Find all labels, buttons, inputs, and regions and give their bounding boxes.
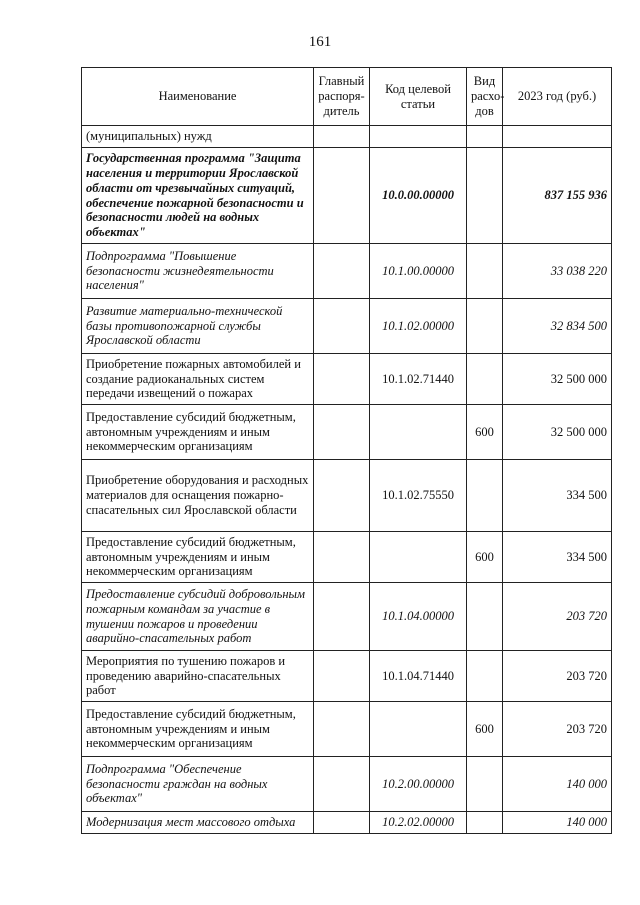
admin-cell: [314, 532, 370, 583]
budget-table: [81, 67, 612, 834]
type-cell: 600: [467, 532, 503, 583]
type-cell: [467, 812, 503, 834]
amount-cell: [503, 126, 612, 148]
table-row: [82, 757, 612, 812]
amount-cell: 203 720: [503, 583, 612, 651]
code-cell: 10.1.02.00000: [370, 299, 467, 354]
table-row: [82, 405, 612, 460]
name-cell: Приобретение пожарных автомобилей и создание радиоканальных систем передачи извещений о пожарах: [82, 354, 314, 405]
admin-cell: [314, 148, 370, 244]
type-cell: [467, 583, 503, 651]
table-row: [82, 702, 612, 757]
type-cell: [467, 126, 503, 148]
name-cell: Приобретение оборудования и расходных материалов для оснащения пожарно-спасательных сил Ярославской области: [82, 460, 314, 532]
code-cell: 10.1.02.71440: [370, 354, 467, 405]
amount-cell: 140 000: [503, 812, 612, 834]
amount-cell: 33 038 220: [503, 244, 612, 299]
amount-cell: 203 720: [503, 702, 612, 757]
table-row: [82, 460, 612, 532]
table-row: [82, 299, 612, 354]
admin-cell: [314, 812, 370, 834]
admin-cell: [314, 583, 370, 651]
amount-cell: 837 155 936: [503, 148, 612, 244]
code-cell: 10.1.04.71440: [370, 651, 467, 702]
code-cell: 10.2.02.00000: [370, 812, 467, 834]
admin-cell: [314, 354, 370, 405]
code-cell: [370, 405, 467, 460]
name-cell: Предоставление субсидий добровольным пожарным командам за участие в тушении пожаров и проведении аварийно-спасательных работ: [82, 583, 314, 651]
name-cell: Модернизация мест массового отдыха: [82, 812, 314, 834]
name-cell: Подпрограмма "Повышение безопасности жизнедеятельности населения": [82, 244, 314, 299]
code-cell: [370, 532, 467, 583]
table-row: [82, 651, 612, 702]
code-cell: 10.1.02.75550: [370, 460, 467, 532]
header-admin: Главный распоря-дитель: [314, 68, 370, 126]
table-row: [82, 148, 612, 244]
table-row: [82, 583, 612, 651]
table-row: [82, 244, 612, 299]
header-amount: 2023 год (руб.): [503, 68, 612, 126]
admin-cell: [314, 405, 370, 460]
header-code: Код целевой статьи: [370, 68, 467, 126]
amount-cell: 334 500: [503, 460, 612, 532]
type-cell: 600: [467, 702, 503, 757]
type-cell: [467, 299, 503, 354]
name-cell: Подпрограмма "Обеспечение безопасности граждан на водных объектах": [82, 757, 314, 812]
header-name: Наименование: [82, 68, 314, 126]
code-cell: 10.1.04.00000: [370, 583, 467, 651]
name-cell: Мероприятия по тушению пожаров и проведению аварийно-спасательных работ: [82, 651, 314, 702]
admin-cell: [314, 126, 370, 148]
admin-cell: [314, 460, 370, 532]
code-cell: [370, 702, 467, 757]
table-row: [82, 126, 612, 148]
amount-cell: 334 500: [503, 532, 612, 583]
admin-cell: [314, 299, 370, 354]
name-cell: Развитие материально-технической базы противопожарной службы Ярославской области: [82, 299, 314, 354]
admin-cell: [314, 244, 370, 299]
type-cell: [467, 354, 503, 405]
type-cell: [467, 651, 503, 702]
admin-cell: [314, 757, 370, 812]
amount-cell: 140 000: [503, 757, 612, 812]
admin-cell: [314, 702, 370, 757]
amount-cell: 32 500 000: [503, 405, 612, 460]
type-cell: [467, 244, 503, 299]
table-row: [82, 812, 612, 834]
code-cell: 10.0.00.00000: [370, 148, 467, 244]
amount-cell: 32 834 500: [503, 299, 612, 354]
name-cell: Предоставление субсидий бюджетным, автономным учреждениям и иным некоммерческим организациям: [82, 702, 314, 757]
header-type: Вид расхо-дов: [467, 68, 503, 126]
code-cell: 10.2.00.00000: [370, 757, 467, 812]
name-cell: (муниципальных) нужд: [82, 126, 314, 148]
admin-cell: [314, 651, 370, 702]
table-row: [82, 532, 612, 583]
page-number: 161: [308, 34, 332, 50]
table-row: [82, 354, 612, 405]
type-cell: [467, 757, 503, 812]
code-cell: 10.1.00.00000: [370, 244, 467, 299]
name-cell: Государственная программа "Защита населения и территории Ярославской области от чрезвычайных ситуаций, обеспечение пожарной безопасности и безопасности людей на водных объектах": [82, 148, 314, 244]
table-header-row: [82, 68, 612, 126]
type-cell: [467, 460, 503, 532]
name-cell: Предоставление субсидий бюджетным, автономным учреждениям и иным некоммерческим организациям: [82, 532, 314, 583]
amount-cell: 203 720: [503, 651, 612, 702]
type-cell: [467, 148, 503, 244]
code-cell: [370, 126, 467, 148]
type-cell: 600: [467, 405, 503, 460]
table-body: [82, 126, 612, 834]
amount-cell: 32 500 000: [503, 354, 612, 405]
name-cell: Предоставление субсидий бюджетным, автономным учреждениям и иным некоммерческим организациям: [82, 405, 314, 460]
